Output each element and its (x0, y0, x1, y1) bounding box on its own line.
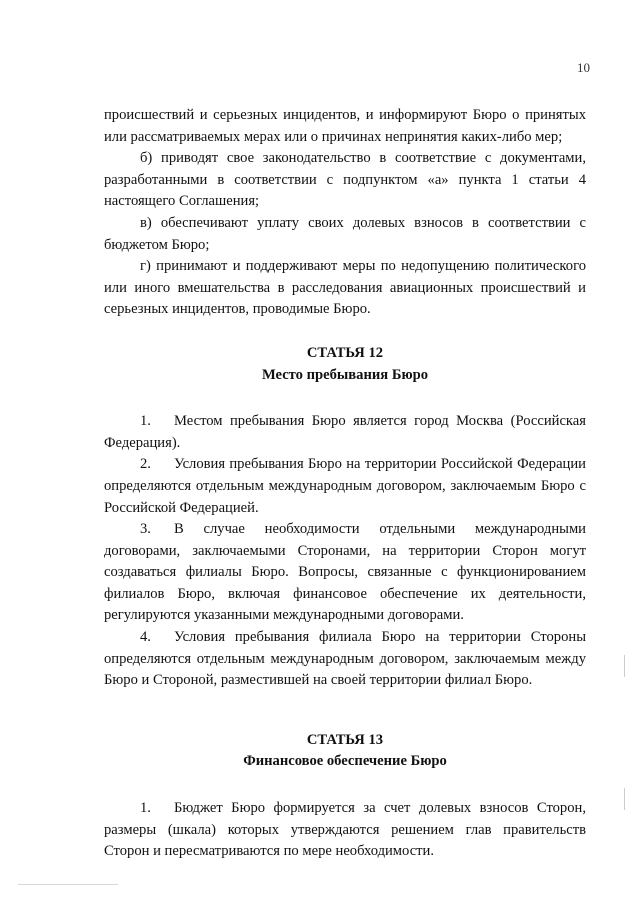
scan-edge-mark (624, 788, 625, 810)
article-13-item-1 (104, 798, 586, 863)
item-number: 4. (140, 629, 151, 646)
paragraph-item-v: в) обеспечивают уплату своих долевых взносов в соответствии с бюджетом Бюро; (104, 214, 586, 253)
document-body (104, 105, 586, 863)
article-12-item-1 (104, 411, 586, 454)
item-number: 2. (140, 456, 151, 473)
article-12-item-4 (104, 627, 586, 692)
paragraph-item-g: г) принимают и поддерживают меры по недопущению политического или иного вмешательства в расследования авиационных происшествий и серьезных инцидентов, проводимые Бюро. (104, 258, 586, 318)
article-13-title: СТАТЬЯ 13 (306, 731, 384, 748)
article-12-subtitle: Место пребывания Бюро (261, 366, 429, 383)
scan-bottom-rule (18, 884, 118, 885)
item-text: Местом пребывания Бюро является город Москва (Российская Федерация). (104, 413, 586, 451)
paragraph-item-b: б) приводят свое законодательство в соответствие с документами, разработанными в соответствии с подпунктом «а» пункта 1 статьи 4 настоящего Соглашения; (104, 150, 586, 210)
paragraph-continuation: происшествий и серьезных инцидентов, и информируют Бюро о принятых или рассматриваемых мерах или о причинах непринятия каких-либо мер; (104, 107, 586, 145)
item-text: В случае необходимости отдельными международными договорами, заключаемыми Сторонами, на территории Сторон могут создаваться филиалы Бюро. Вопросы, связанные с функционированием филиалов Бюро, включая финансовое обеспечение их деятельности, регулируются указанными международными договорами. (104, 521, 586, 624)
item-text: Условия пребывания Бюро на территории Российской Федерации определяются отдельным международным договором, заключаемым Бюро с Российской Федерацией. (104, 456, 586, 516)
item-text: Условия пребывания филиала Бюро на территории Стороны определяются отдельным международным договором, заключаемым между Бюро и Стороной, разместившей на своей территории филиал Бюро. (104, 629, 586, 689)
item-text: Бюджет Бюро формируется за счет долевых взносов Сторон, размеры (шкала) которых утверждаются решением глав правительств Сторон и пересматриваются по мере необходимости. (104, 800, 586, 860)
scan-edge-mark (624, 655, 625, 677)
page-number: 10 (577, 60, 590, 75)
article-12-item-2 (104, 454, 586, 519)
item-number: 1. (140, 413, 151, 430)
item-number: 1. (140, 800, 151, 817)
item-number: 3. (140, 521, 151, 538)
article-12-item-3 (104, 519, 586, 627)
article-12-title: СТАТЬЯ 12 (306, 344, 384, 361)
article-13-subtitle: Финансовое обеспечение Бюро (243, 753, 447, 770)
